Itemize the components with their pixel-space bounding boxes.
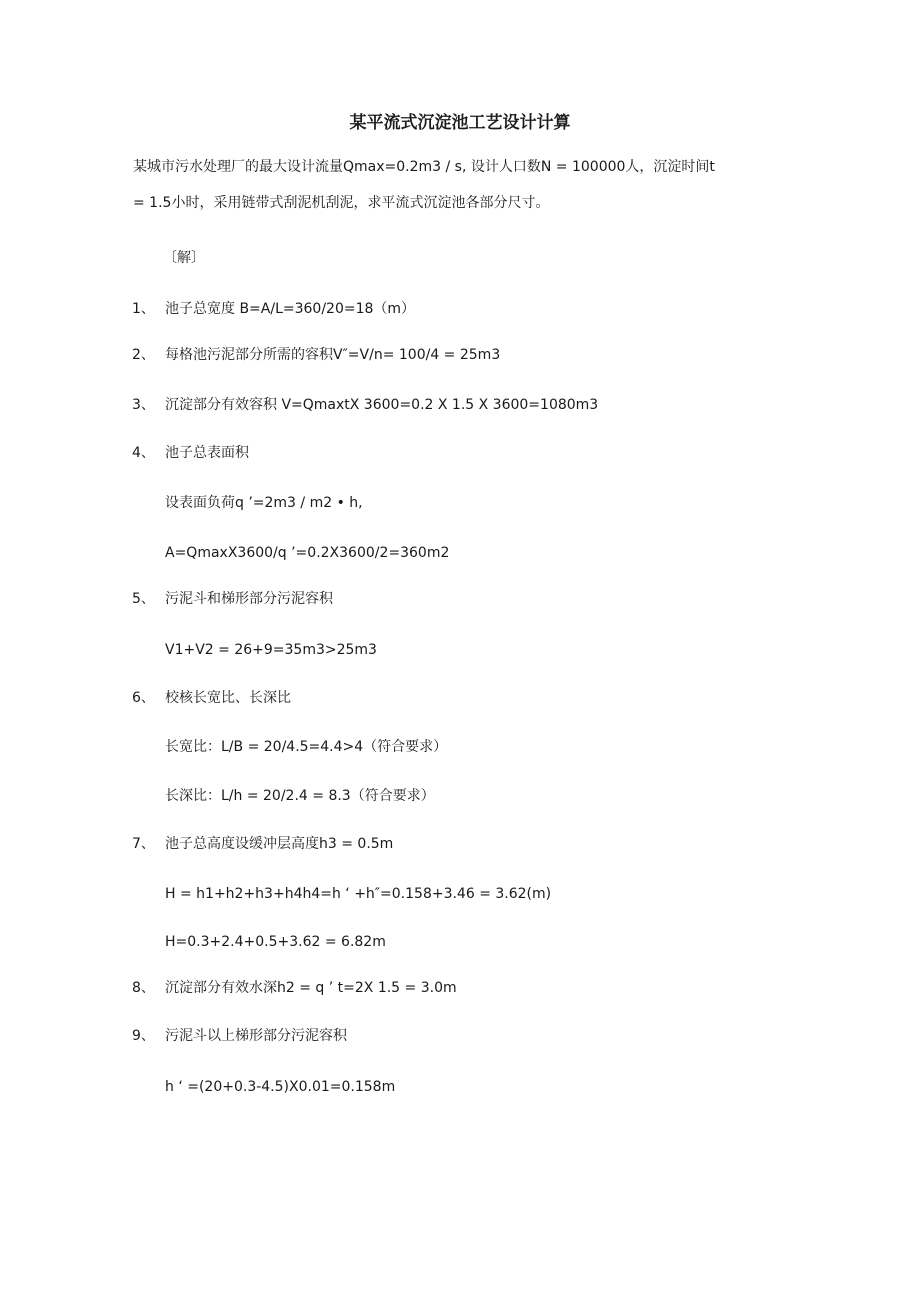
problem-line-1: 某城市污水处理厂的最大设计流量Qmax=0.2m3 / s, 设计人口数N = 100000人，沉淀时间t	[133, 159, 715, 175]
solution-label: 〔解〕	[163, 250, 205, 266]
item-number: 2、	[132, 347, 155, 363]
item-number: 1、	[132, 301, 155, 317]
item-number: 7、	[132, 836, 155, 852]
item-detail: 长宽比：L/B = 20/4.5=4.4>4（符合要求）	[165, 739, 448, 755]
problem-line-2: = 1.5小时，采用链带式刮泥机刮泥，求平流式沉淀池各部分尺寸。	[133, 195, 550, 211]
item-number: 6、	[132, 690, 155, 706]
item-text: 池子总表面积	[165, 445, 249, 461]
item-text: 池子总高度设缓冲层高度h3 = 0.5m	[165, 836, 394, 852]
item-detail: H=0.3+2.4+0.5+3.62 = 6.82m	[165, 934, 386, 950]
item-number: 8、	[132, 980, 155, 996]
item-number: 9、	[132, 1028, 155, 1044]
item-text: 污泥斗和梯形部分污泥容积	[165, 591, 333, 607]
item-text: 池子总宽度 B=A/L=360/20=18（m）	[165, 301, 416, 317]
item-number: 5、	[132, 591, 155, 607]
document-title: 某平流式沉淀池工艺设计计算	[349, 113, 571, 133]
item-detail: V1+V2 = 26+9=35m3>25m3	[165, 642, 377, 658]
item-text: 每格池污泥部分所需的容积V″=V/n= 100/4 = 25m3	[165, 347, 501, 363]
item-detail: 长深比：L/h = 20/2.4 = 8.3（符合要求）	[165, 788, 435, 804]
item-detail: h ‘ =(20+0.3-4.5)X0.01=0.158m	[165, 1079, 396, 1095]
item-number: 4、	[132, 445, 155, 461]
item-text: 沉淀部分有效容积 V=QmaxtX 3600=0.2 X 1.5 X 3600=1080m3	[165, 397, 599, 413]
item-text: 校核长宽比、长深比	[165, 690, 291, 706]
item-detail: 设表面负荷q ’=2m3 / m2 • h,	[165, 495, 363, 511]
item-detail: A=QmaxX3600/q ’=0.2X3600/2=360m2	[165, 545, 450, 561]
item-text: 沉淀部分有效水深h2 = q ’ t=2X 1.5 = 3.0m	[165, 980, 457, 996]
item-number: 3、	[132, 397, 155, 413]
item-detail: H = h1+h2+h3+h4h4=h ‘ +h″=0.158+3.46 = 3.62(m)	[165, 886, 552, 902]
item-text: 污泥斗以上梯形部分污泥容积	[165, 1028, 347, 1044]
